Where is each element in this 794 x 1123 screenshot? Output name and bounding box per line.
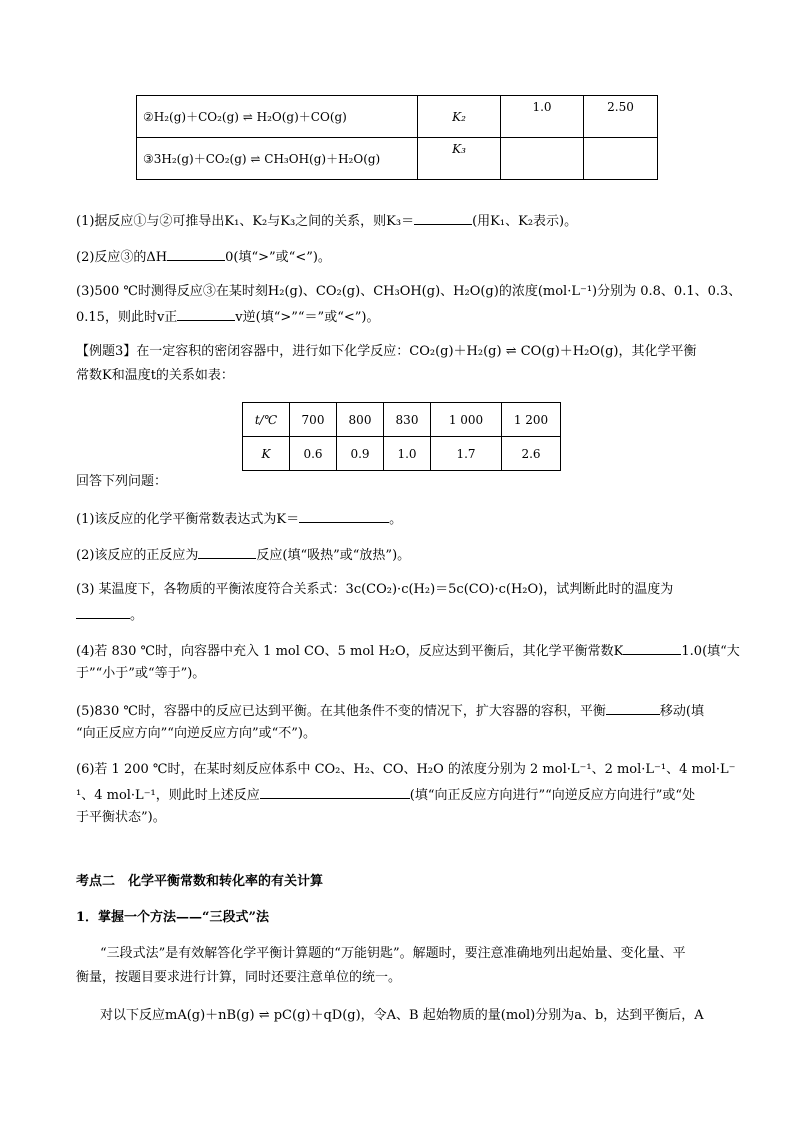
part-6-line-2: ¹、4 mol·L⁻¹，则此时上述反应 (填“向正反应方向进行”“向逆反应方向进行”或“处 xyxy=(76,784,695,806)
part-4-line-2: 于”“小于”或“等于”)。 xyxy=(76,666,206,681)
part-4-line-1: (4)若 830 ℃时，向容器中充入 1 mol CO、5 mol H₂O，反应达到平衡后，其化学平衡常数K 1.0(填“大 xyxy=(76,640,740,662)
question-1: (1)据反应①与②可推导出K₁、K₂与K₃之间的关系，则K₃＝ (用K₁、K₂表示)。 xyxy=(76,210,577,232)
table-row xyxy=(137,138,658,180)
value-cell: 1.7 xyxy=(431,437,502,471)
part-3-line-2: 。 xyxy=(76,604,143,626)
question-3-line-2: 0.15，则此时v正 v逆(填“>”“＝”或“<”)。 xyxy=(76,306,379,328)
example-3-line-2: 常数K和温度t的关系如表： xyxy=(76,368,234,383)
part-6-line-3: 于平衡状态”)。 xyxy=(76,810,166,825)
value-cell xyxy=(501,138,584,180)
table-row xyxy=(243,437,561,471)
table-row xyxy=(137,96,658,138)
paragraph-2: 对以下反应mA(g)＋nB(g) ⇌ pC(g)＋qD(g)，令A、B 起始物质的量(mol)分别为a、b，达到平衡后，A xyxy=(100,1008,704,1023)
part-3-line-1: (3) 某温度下，各物质的平衡浓度符合关系式：3c(CO₂)·c(H₂)＝5c(CO)·c(H₂O)，试判断此时的温度为 xyxy=(76,582,674,597)
answer-prompt: 回答下列问题： xyxy=(76,474,168,489)
question-3-line-1: (3)500 ℃时测得反应③在某时刻H₂(g)、CO₂(g)、CH₃OH(g)、H₂O(g)的浓度(mol·L⁻¹)分别为 0.8、0.1、0.3、 xyxy=(76,284,742,299)
k-cell: K₃ xyxy=(418,138,501,180)
part-6-line-1: (6)若 1 200 ℃时，在某时刻反应体系中 CO₂、H₂、CO、H₂O 的浓度分别为 2 mol·L⁻¹、2 mol·L⁻¹、4 mol·L⁻ xyxy=(76,762,736,777)
answer-blank xyxy=(198,544,256,559)
example-3-line-1: 【例题3】在一定容积的密闭容器中，进行如下化学反应：CO₂(g)＋H₂(g) ⇌ CO(g)＋H₂O(g)，其化学平衡 xyxy=(76,344,697,359)
reaction-table xyxy=(136,95,658,180)
k-temperature-table xyxy=(242,402,561,471)
answer-blank xyxy=(414,210,472,225)
header-cell: 800 xyxy=(337,403,384,437)
header-cell: 1 000 xyxy=(431,403,502,437)
k-cell: K₂ xyxy=(418,96,501,138)
value-cell xyxy=(584,138,658,180)
row-label-cell: K xyxy=(243,437,290,471)
question-2: (2)反应③的ΔH 0(填“>”或“<”)。 xyxy=(76,246,331,268)
header-cell: 830 xyxy=(384,403,431,437)
answer-blank xyxy=(623,640,681,655)
reaction-cell: ③3H₂(g)＋CO₂(g) ⇌ CH₃OH(g)＋H₂O(g) xyxy=(137,138,418,180)
sub-title: 1．掌握一个方法——“三段式”法 xyxy=(76,910,270,925)
value-cell: 0.9 xyxy=(337,437,384,471)
part-5-line-2: “向正反应方向”“向逆反应方向”或“不”)。 xyxy=(76,726,316,741)
paragraph-1-line-1: “三段式法”是有效解答化学平衡计算题的“万能钥匙”。解题时，要注意准确地列出起始量、变化量、平 xyxy=(100,946,686,961)
answer-blank xyxy=(177,306,235,321)
answer-blank xyxy=(260,784,410,799)
answer-blank xyxy=(299,508,389,523)
value-cell: 2.6 xyxy=(502,437,561,471)
answer-blank xyxy=(606,700,660,715)
value-cell: 1.0 xyxy=(384,437,431,471)
value-cell: 1.0 xyxy=(501,96,584,138)
section-title: 考点二 化学平衡常数和转化率的有关计算 xyxy=(76,874,324,889)
value-cell: 2.50 xyxy=(584,96,658,138)
part-5-line-1: (5)830 ℃时，容器中的反应已达到平衡。在其他条件不变的情况下，扩大容器的容积，平衡 移动(填 xyxy=(76,700,704,722)
paragraph-1-line-2: 衡量，按题目要求进行计算，同时还要注意单位的统一。 xyxy=(76,970,402,985)
header-cell: 700 xyxy=(290,403,337,437)
answer-blank xyxy=(76,604,130,619)
part-1: (1)该反应的化学平衡常数表达式为K＝ 。 xyxy=(76,508,402,530)
header-cell: 1 200 xyxy=(502,403,561,437)
table-row xyxy=(243,403,561,437)
reaction-cell: ②H₂(g)＋CO₂(g) ⇌ H₂O(g)＋CO(g) xyxy=(137,96,418,138)
answer-blank xyxy=(167,246,225,261)
value-cell: 0.6 xyxy=(290,437,337,471)
header-cell: t/℃ xyxy=(243,403,290,437)
part-2: (2)该反应的正反应为 反应(填“吸热”或“放热”)。 xyxy=(76,544,410,566)
